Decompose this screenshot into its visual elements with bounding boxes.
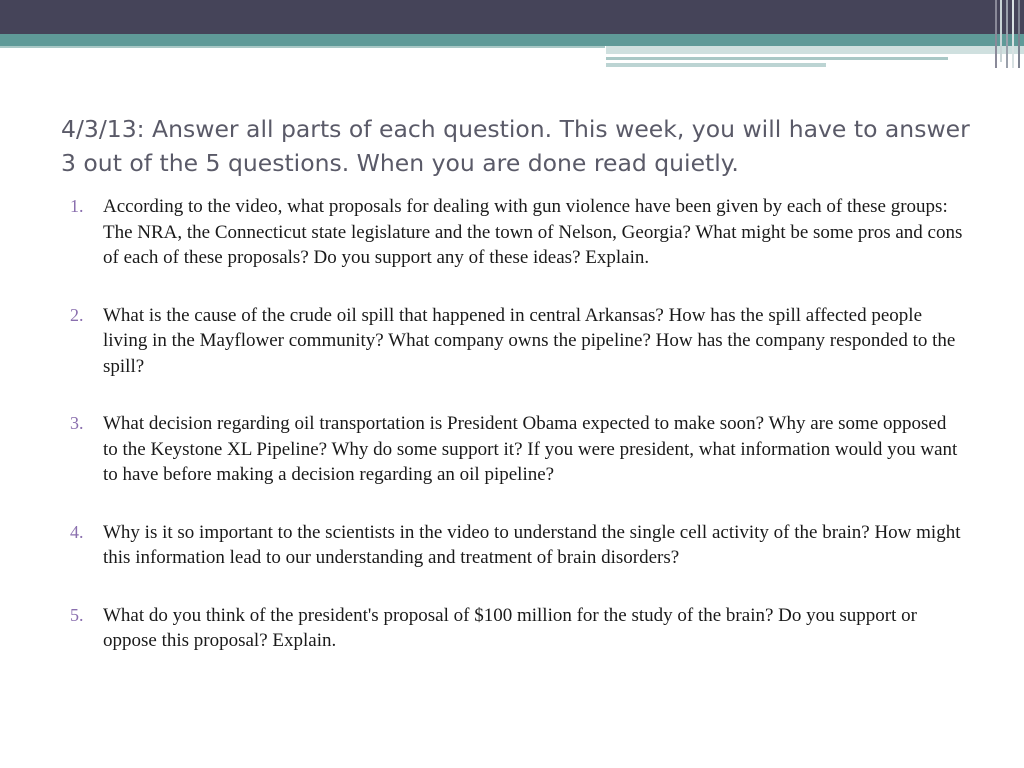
decorative-stripe [606, 63, 826, 67]
decorative-stripe [606, 46, 1024, 54]
question-text: According to the video, what proposals for dealing with gun violence have been given by each of these groups: The NRA, the Connecticut state legislature and the town of Nelson, Georgia? What might be some pros and cons of each of these proposals? Do you support any of these ideas? Explain. [103, 196, 963, 268]
header-accent-line [0, 46, 605, 48]
header-bar [0, 0, 1024, 34]
decorative-stripe [606, 57, 948, 60]
question-number: 2. [70, 304, 84, 325]
list-item-question-3 [70, 411, 965, 488]
list-item-question-2 [70, 303, 965, 380]
list-item-question-4 [70, 520, 965, 571]
question-list [70, 194, 965, 686]
question-number: 3. [70, 413, 84, 433]
decorative-vertical-line [1006, 0, 1008, 68]
decorative-vertical-line [1018, 0, 1020, 68]
header-accent-band [0, 34, 1024, 46]
question-text: What is the cause of the crude oil spill that happened in central Arkansas? How has the spill affected people living in the Mayflower community? What company owns the pipeline? How has the company responded to the spill? [103, 304, 956, 377]
question-text: Why is it so important to the scientists in the video to understand the single cell activity of the brain? How might this information lead to our understanding and treatment of brain disorders? [103, 521, 961, 568]
question-number: 1. [70, 196, 84, 216]
list-item-question-1 [70, 194, 965, 271]
question-number: 5. [70, 604, 84, 625]
question-text: What decision regarding oil transportation is President Obama expected to make soon? Why are some opposed to the Keystone XL Pipeline? Why do some support it? If you were president, what information would you want to have before making a decision regarding an oil pipeline? [103, 413, 958, 485]
decorative-vertical-line [1012, 0, 1014, 68]
slide-title: 4/3/13: Answer all parts of each question. This week, you will have to answer 3 out of the 5 questions. When you are done read quietly. [61, 115, 970, 177]
decorative-vertical-line [1000, 0, 1002, 62]
question-number: 4. [70, 521, 84, 542]
list-item-question-5 [70, 603, 965, 654]
decorative-vertical-line [995, 0, 997, 68]
question-text: What do you think of the president's proposal of $100 million for the study of the brain? Do you support or oppose this proposal? Explain. [103, 604, 917, 651]
